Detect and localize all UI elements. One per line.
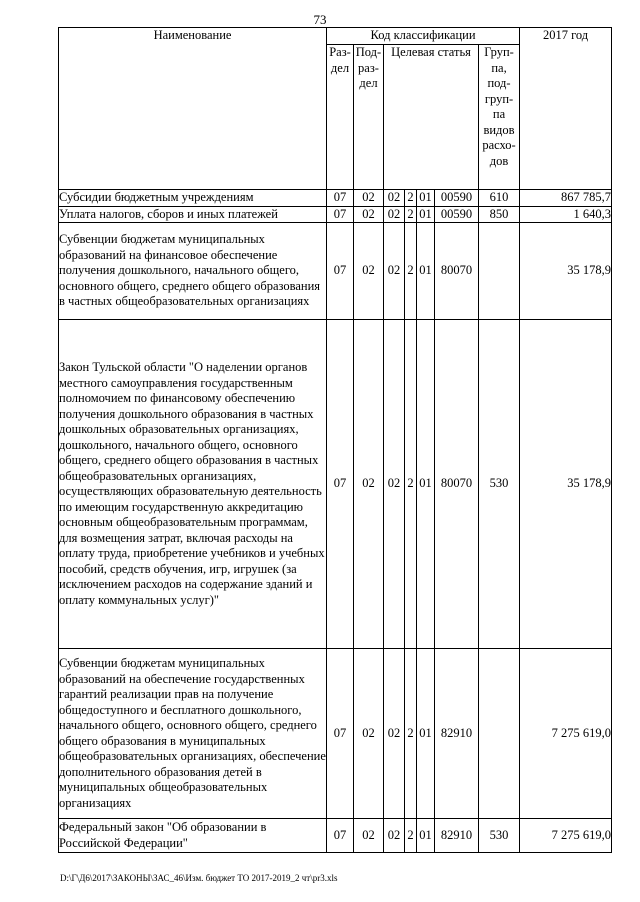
row-vid-raskhodov: 530: [479, 320, 520, 649]
row-name: Субвенции бюджетам муниципальных образований на финансовое обеспечение получения дошкольного, начального общего, основного общего, среднего общего образования в частных общеобразовательных организациях: [59, 223, 327, 320]
row-razdel: 07: [327, 190, 354, 207]
header-tselevaya: Целевая статья: [384, 45, 479, 61]
page-number: 73: [313, 12, 327, 27]
header-podrazdel: Под- раз- дел: [354, 45, 384, 190]
row-sum: 1 640,3: [520, 206, 612, 223]
row-podrazdel: 02: [354, 190, 384, 207]
row-cs-direction: 00590: [435, 190, 479, 207]
row-cs-sub: 01: [417, 320, 435, 649]
header-tselevaya-spacer: [384, 61, 479, 190]
header-name: Наименование: [59, 28, 327, 190]
row-podrazdel: 02: [354, 206, 384, 223]
table-row: [59, 223, 612, 320]
row-sum: 867 785,7: [520, 190, 612, 207]
budget-table: [58, 27, 612, 853]
row-vid-raskhodov: [479, 223, 520, 320]
file-path-footer: D:\Г\Д6\2017\ЗАКОНЫ\ЗАС_46\Изм. бюджет ТО 2017-2019_2 чт\pr3.xls: [60, 873, 338, 883]
row-cs-program: 02: [384, 206, 405, 223]
row-cs-program: 02: [384, 223, 405, 320]
row-cs-type: 2: [405, 819, 417, 853]
row-sum: 35 178,9: [520, 223, 612, 320]
row-name: Субвенции бюджетам муниципальных образований на обеспечение государственных гарантий реализации прав на получение общедоступного и бесплатного дошкольного, начального общего, основного общего, среднего общего образования в муниципальных общеобразовательных организациях, обеспечение дополнительного образования детей в муниципальных общеобразовательных организациях: [59, 649, 327, 819]
row-podrazdel: 02: [354, 320, 384, 649]
row-razdel: 07: [327, 649, 354, 819]
row-cs-direction: 82910: [435, 819, 479, 853]
row-cs-type: 2: [405, 223, 417, 320]
row-name: Закон Тульской области "О наделении органов местного самоуправления государственным полномочием по финансовому обеспечению получения дошкольного образования в частных дошкольных образовательных организациях, дошкольного, начального общего, основного общего, среднего общего образования в частных общеобразовательных организациях, осуществляющих образовательную деятельность по имеющим государственную аккредитацию основным общеобразовательным программам, для возмещения затрат, включая расходы на оплату труда, приобретение учебников и учебных пособий, средств обучения, игр, игрушек (за исключением расходов на содержание зданий и оплату коммунальных услуг)": [59, 320, 327, 649]
row-podrazdel: 02: [354, 649, 384, 819]
table-row: [59, 320, 612, 649]
row-name: Субсидии бюджетным учреждениям: [59, 190, 327, 207]
row-cs-sub: 01: [417, 206, 435, 223]
row-podrazdel: 02: [354, 223, 384, 320]
row-podrazdel: 02: [354, 819, 384, 853]
row-name: Федеральный закон "Об образовании в Российской Федерации": [59, 819, 327, 853]
row-cs-sub: 01: [417, 190, 435, 207]
table-row: [59, 206, 612, 223]
row-razdel: 07: [327, 320, 354, 649]
row-cs-program: 02: [384, 320, 405, 649]
table-row: [59, 190, 612, 207]
header-gruppa: Груп- па, под- груп- па видов расхо- дов: [479, 45, 520, 190]
row-vid-raskhodov: 850: [479, 206, 520, 223]
row-cs-type: 2: [405, 190, 417, 207]
row-razdel: 07: [327, 819, 354, 853]
row-sum: 35 178,9: [520, 320, 612, 649]
row-cs-sub: 01: [417, 819, 435, 853]
row-vid-raskhodov: [479, 649, 520, 819]
header-razdel: Раз- дел: [327, 45, 354, 190]
row-cs-type: 2: [405, 649, 417, 819]
row-cs-direction: 00590: [435, 206, 479, 223]
row-cs-type: 2: [405, 320, 417, 649]
row-cs-sub: 01: [417, 649, 435, 819]
row-cs-sub: 01: [417, 223, 435, 320]
row-vid-raskhodov: 530: [479, 819, 520, 853]
row-name: Уплата налогов, сборов и иных платежей: [59, 206, 327, 223]
header-year: 2017 год: [520, 28, 612, 190]
row-sum: 7 275 619,0: [520, 649, 612, 819]
header-row-top: [59, 28, 612, 45]
header-code: Код классификации: [327, 28, 520, 45]
row-vid-raskhodov: 610: [479, 190, 520, 207]
row-cs-direction: 80070: [435, 320, 479, 649]
row-cs-direction: 82910: [435, 649, 479, 819]
table-row: [59, 649, 612, 819]
row-cs-program: 02: [384, 649, 405, 819]
row-razdel: 07: [327, 206, 354, 223]
row-sum: 7 275 619,0: [520, 819, 612, 853]
row-cs-program: 02: [384, 819, 405, 853]
row-cs-direction: 80070: [435, 223, 479, 320]
row-razdel: 07: [327, 223, 354, 320]
table-row: [59, 819, 612, 853]
row-cs-type: 2: [405, 206, 417, 223]
row-cs-program: 02: [384, 190, 405, 207]
